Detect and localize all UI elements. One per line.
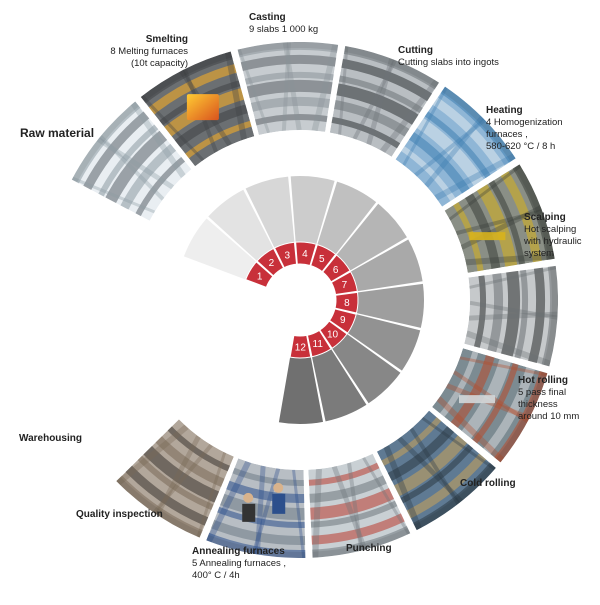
step-number: 6: [332, 264, 339, 276]
step-title: Casting: [249, 12, 286, 23]
step-title: Annealing furnaces: [192, 546, 285, 557]
step-label-cutting: [398, 45, 499, 69]
step-label-hot-rolling: [518, 375, 579, 423]
step-number: 11: [312, 339, 323, 351]
step-description: 8 Melting furnaces (10t capacity): [110, 46, 188, 69]
step-label-punching: [346, 543, 392, 555]
step-title: Heating: [486, 105, 523, 116]
step-number: 7: [341, 280, 348, 292]
step-title: Hot rolling: [518, 375, 568, 386]
step-label-smelting: [88, 34, 188, 70]
step-title: Smelting: [145, 34, 188, 45]
step-label-scalping: [524, 212, 582, 260]
step-number: 5: [319, 253, 325, 265]
step-title: Cold rolling: [460, 478, 516, 489]
step-label-cold-rolling: [460, 478, 516, 490]
step-title: Quality inspection: [76, 509, 163, 520]
step-number: 8: [344, 297, 350, 309]
step-label-annealing: [192, 546, 286, 582]
step-description: Hot scalping with hydraulic system: [524, 224, 582, 259]
step-label-heating: [486, 105, 563, 153]
step-title: Raw material: [20, 126, 95, 140]
step-number: 1: [256, 271, 263, 283]
step-label-raw-material: [20, 127, 94, 139]
step-description: Cutting slabs into ingots: [398, 57, 499, 68]
step-label-casting: [249, 12, 318, 36]
step-title: Punching: [346, 543, 392, 554]
step-title: Scalping: [524, 212, 566, 223]
step-description: 5 pass final thickness around 10 mm: [518, 387, 580, 422]
step-title: Cutting: [398, 45, 433, 56]
step-number: 9: [340, 314, 346, 326]
step-label-quality-inspection: [76, 509, 163, 521]
step-description: 5 Annealing furnaces , 400° C / 4h: [192, 558, 287, 581]
step-number: 12: [294, 342, 306, 354]
step-description: 4 Homogenization furnaces , 580-620 °C / 8 h: [486, 117, 563, 152]
step-title: Warehousing: [19, 433, 82, 444]
step-number: 3: [284, 250, 291, 262]
step-number: 10: [326, 329, 339, 341]
step-number: 2: [268, 258, 275, 270]
step-description: 9 slabs 1 000 kg: [249, 24, 319, 35]
step-number: 4: [302, 248, 308, 260]
step-label-warehousing: [19, 433, 82, 445]
